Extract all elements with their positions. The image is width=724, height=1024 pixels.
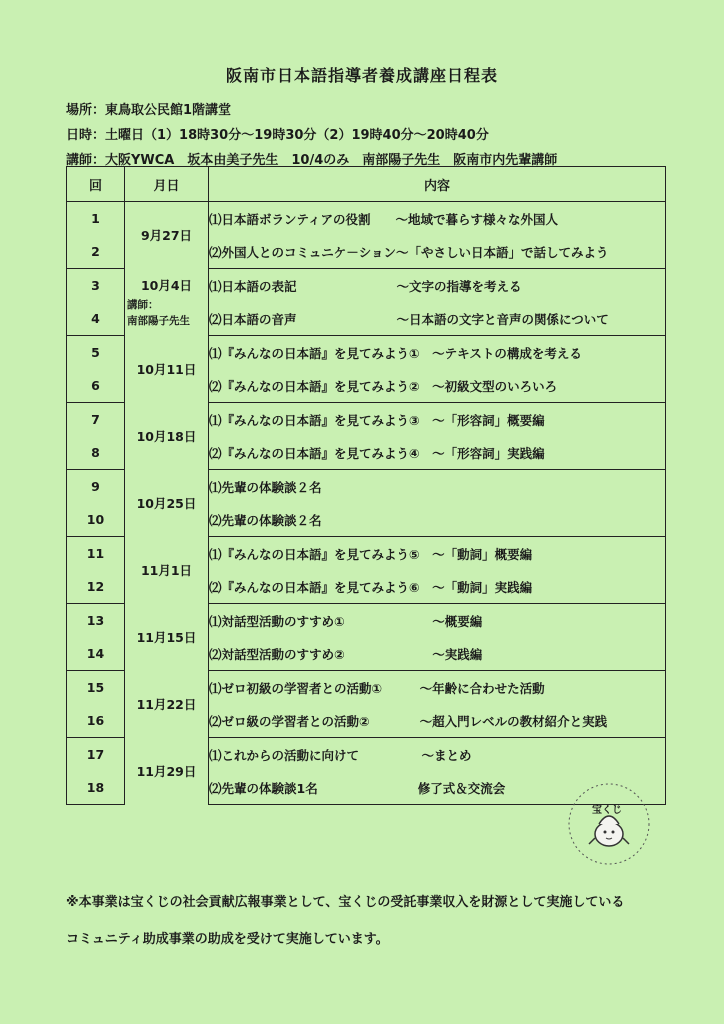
session-date-text: 11月29日 (136, 764, 197, 779)
table-row (67, 738, 666, 772)
session-content: ⑴先輩の体験談２名 (209, 470, 666, 504)
datetime-info: 日時：土曜日（1）18時30分～19時30分（2）19時40分～20時40分 (66, 128, 489, 143)
session-date-text: 11月15日 (136, 630, 197, 645)
table-row (67, 671, 666, 705)
table-row (67, 470, 666, 504)
session-date (125, 604, 209, 671)
venue-info: 場所：東鳥取公民館1階講堂 (66, 103, 232, 118)
header-date: 月日 (125, 167, 209, 202)
session-number: 3 (67, 269, 125, 303)
page-title: 阪南市日本語指導者養成講座日程表 (225, 66, 498, 85)
session-content: ⑴日本語ボランティアの役割 ～地域で暮らす様々な外国人 (209, 202, 666, 236)
session-date-text: 11月1日 (140, 563, 193, 578)
session-content: ⑵『みんなの日本語』を見てみよう② ～初級文型のいろいろ (209, 369, 666, 403)
session-date-text: 10月18日 (136, 429, 197, 444)
session-date-text: 9月27日 (140, 228, 193, 244)
session-date-text: 10月4日 (140, 277, 193, 293)
session-date (125, 269, 209, 336)
session-number: 14 (67, 637, 125, 671)
lottery-mascot-icon (563, 778, 655, 870)
table-row (67, 202, 666, 236)
session-content: ⑴『みんなの日本語』を見てみよう③ ～「形容詞」概要編 (209, 403, 666, 437)
session-number: 12 (67, 570, 125, 604)
session-date (125, 537, 209, 604)
lecturer-info: 講師：大阪YWCA 坂本由美子先生 10/4のみ 南部陽子先生 阪南市内先輩講師 (66, 153, 558, 168)
session-number: 15 (67, 671, 125, 705)
session-number: 10 (67, 503, 125, 537)
session-content: ⑵先輩の体験談1名 修了式＆交流会 (209, 771, 666, 805)
session-number: 18 (67, 771, 125, 805)
session-date (125, 202, 209, 269)
table-row (67, 269, 666, 303)
session-date (125, 470, 209, 537)
session-date-text: 10月25日 (136, 496, 197, 511)
session-date (125, 403, 209, 470)
session-date (125, 336, 209, 403)
session-number: 9 (67, 470, 125, 504)
session-content: ⑴日本語の表記 ～文字の指導を考える (209, 269, 666, 303)
session-number: 8 (67, 436, 125, 470)
session-content: ⑵『みんなの日本語』を見てみよう④ ～「形容詞」実践編 (209, 436, 666, 470)
session-number: 16 (67, 704, 125, 738)
schedule-table (66, 166, 666, 805)
session-number: 17 (67, 738, 125, 772)
session-content: ⑵『みんなの日本語』を見てみよう⑥ ～「動詞」実践編 (209, 570, 666, 604)
session-number: 11 (67, 537, 125, 571)
session-number: 2 (67, 235, 125, 269)
session-number: 6 (67, 369, 125, 403)
table-row (67, 336, 666, 370)
session-date-text: 11月22日 (136, 697, 197, 712)
header-content: 内容 (209, 167, 666, 202)
session-date (125, 738, 209, 805)
table-row (67, 403, 666, 437)
session-number: 13 (67, 604, 125, 638)
header-no: 回 (67, 167, 125, 202)
table-row (67, 604, 666, 638)
session-number: 4 (67, 302, 125, 336)
lecturer-note: 講師： 南部陽子先生 (127, 298, 190, 327)
session-date-text: 10月11日 (136, 362, 197, 377)
session-number: 1 (67, 202, 125, 236)
session-content: ⑵外国人とのコミュニケ－ション～「やさしい日本語」で話してみよう (209, 235, 666, 269)
funding-note-line2: コミュニティ助成事業の助成を受けて実施しています。 (66, 932, 389, 947)
session-number: 5 (67, 336, 125, 370)
table-row (67, 537, 666, 571)
session-content: ⑴これからの活動に向けて ～まとめ (209, 738, 666, 772)
session-content: ⑴『みんなの日本語』を見てみよう⑤ ～「動詞」概要編 (209, 537, 666, 571)
session-content: ⑵先輩の体験談２名 (209, 503, 666, 537)
funding-note-line1: ※本事業は宝くじの社会貢献広報事業として、宝くじの受託事業収入を財源として実施している (66, 895, 625, 910)
session-content: ⑴『みんなの日本語』を見てみよう① ～テキストの構成を考える (209, 336, 666, 370)
session-number: 7 (67, 403, 125, 437)
session-content: ⑴ゼロ初級の学習者との活動① ～年齢に合わせた活動 (209, 671, 666, 705)
table-header-row (67, 167, 666, 202)
session-content: ⑴対話型活動のすすめ① ～概要編 (209, 604, 666, 638)
session-content: ⑵ゼロ級の学習者との活動② ～超入門レベルの教材紹介と実践 (209, 704, 666, 738)
session-date (125, 671, 209, 738)
mascot-label: 宝くじ (592, 805, 622, 816)
session-content: ⑵対話型活動のすすめ② ～実践編 (209, 637, 666, 671)
session-content: ⑵日本語の音声 ～日本語の文字と音声の関係について (209, 302, 666, 336)
